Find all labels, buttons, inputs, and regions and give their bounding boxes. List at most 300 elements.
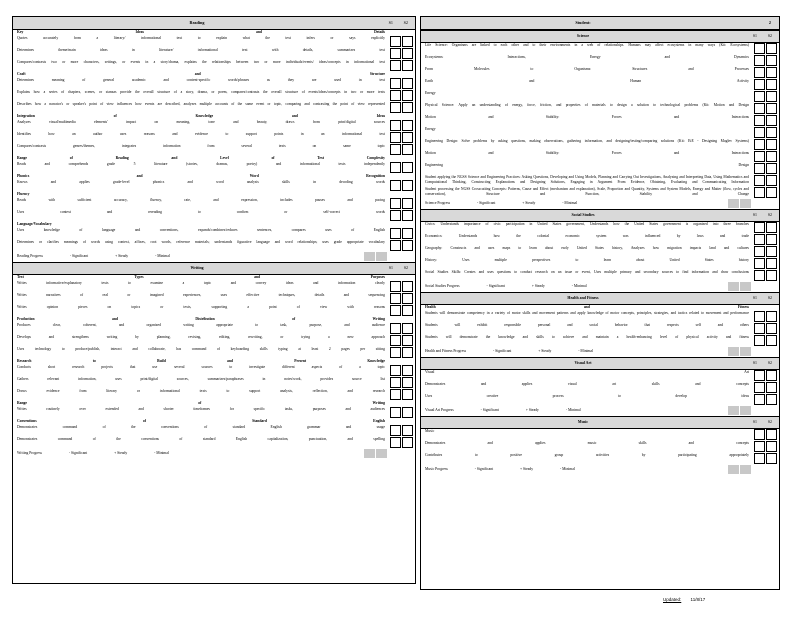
criterion-row (13, 425, 415, 437)
criterion-row (421, 163, 779, 175)
grade-box-s1[interactable] (390, 305, 401, 316)
grade-box-s2[interactable] (402, 102, 413, 113)
grade-box-s2[interactable] (766, 370, 777, 381)
criterion-text: Research to Build and Present Knowledge (17, 359, 385, 363)
grade-box-s2[interactable] (766, 127, 777, 138)
criterion-text: Civics: Understands importance of civic participation in United States government, Understands how the United States government is organized into three branches (425, 222, 749, 226)
key-steady: + Steady (531, 284, 545, 288)
grade-box-s1[interactable] (754, 394, 765, 405)
grade-box-s1[interactable] (390, 60, 401, 71)
grade-box-s2[interactable] (766, 246, 777, 257)
key-minimal: - Minimal (154, 451, 169, 455)
criterion-text: From Molecules to Organisms: Structures and Processes (425, 67, 749, 71)
semester-2-label: S2 (767, 34, 772, 38)
grade-box-s2[interactable] (402, 210, 413, 221)
writing-header (13, 262, 415, 275)
grade-box-s2[interactable] (766, 175, 777, 186)
progress-box-s1[interactable] (728, 465, 739, 474)
criterion-text: Explains how a series of chapters, scenes, or stanzas provide the overall structure of a story, drama, or poem, compares/contrasts the overall structure of events/ideas/concepts in two or more texts (17, 90, 385, 94)
criterion-row (421, 127, 779, 139)
criterion-text: Energy (425, 91, 436, 95)
grade-box-s1[interactable] (754, 382, 765, 393)
semester-1-label: S1 (752, 213, 757, 217)
reading-progress-key (13, 252, 415, 262)
grade-box-s2[interactable] (766, 115, 777, 126)
criterion-row (13, 437, 415, 449)
criterion-text: Key Ideas and Details (17, 30, 385, 34)
criterion-row (13, 180, 415, 192)
grade-box-s1[interactable] (754, 335, 765, 346)
criterion-text: Uses context and rereading to confirm or self-correct words (17, 210, 385, 214)
grade-box-s1[interactable] (390, 78, 401, 89)
criterion-text: Demonstrates command of the conventions of standard English capitalization, punctuation, and spelling (17, 437, 385, 441)
grade-box-s2[interactable] (402, 132, 413, 143)
criterion-row (421, 187, 779, 199)
key-steady: + Steady (114, 451, 128, 455)
grade-box-s1[interactable] (390, 180, 401, 191)
grade-box-s1[interactable] (390, 120, 401, 131)
key-significant: - Significant (474, 467, 494, 471)
criterion-text: Writes informative/explanatory texts to examine a topic and convey ideas and information clearly (17, 281, 385, 285)
progress-box-s2[interactable] (740, 347, 751, 356)
grade-box-s1[interactable] (390, 389, 401, 400)
health-title: Health and Fitness (567, 296, 599, 300)
grade-box-s1[interactable] (390, 198, 401, 209)
criterion-text: Determines meaning of general academic and content-specific words/phrases as they are used in text (17, 78, 385, 82)
key-minimal: - Minimal (560, 467, 575, 471)
criterion-row (421, 370, 779, 382)
science-header (421, 30, 779, 43)
grade-box-s1[interactable] (754, 270, 765, 281)
criterion-row (13, 377, 415, 389)
grade-box-s2[interactable] (766, 234, 777, 245)
grade-box-s2[interactable] (402, 425, 413, 436)
grade-box-s2[interactable] (402, 180, 413, 191)
semester-1-label: S1 (752, 34, 757, 38)
progress-box-s1[interactable] (728, 347, 739, 356)
music-title: Music (577, 420, 589, 424)
semester-2-label: S2 (403, 20, 408, 25)
criterion-text: Life Science: Organisms are linked to each other and to their environments in a web of relationships. Humans may affect ecosystems in many ways (Kit: Ecosystems) (425, 43, 749, 47)
grade-box-s1[interactable] (754, 43, 765, 54)
progress-box-s2[interactable] (740, 465, 751, 474)
grade-box-s1[interactable] (754, 175, 765, 186)
grade-box-s1[interactable] (754, 91, 765, 102)
health-header (421, 292, 779, 305)
criterion-text: Conducts short research projects that use several sources to investigate different aspects of a topic (17, 365, 385, 369)
key-significant: - Significant (69, 254, 89, 258)
criterion-row (421, 222, 779, 234)
criterion-row (13, 305, 415, 317)
music-header (421, 416, 779, 429)
criterion-row (13, 281, 415, 293)
progress-box-s1[interactable] (364, 252, 375, 261)
grade-box-s2[interactable] (766, 55, 777, 66)
semester-1-label: S1 (752, 361, 757, 365)
criterion-text: Quotes accurately from a literary/ informational text to explain what the text infers or says explicitly (17, 36, 385, 40)
semester-2-label: S2 (767, 420, 772, 424)
criterion-text: Energy (425, 127, 436, 131)
grade-box-s1[interactable] (754, 115, 765, 126)
grade-box-s1[interactable] (390, 90, 401, 101)
grade-box-s2[interactable] (766, 103, 777, 114)
criterion-text: Text Types and Purposes (17, 275, 385, 279)
progress-label: Health and Fitness Progress (425, 349, 467, 353)
criterion-row (13, 132, 415, 144)
criterion-text: Demonstrates command of the conventions of standard English grammar and usage (17, 425, 385, 429)
grade-box-s1[interactable] (390, 377, 401, 388)
criterion-row (421, 55, 779, 67)
grade-box-s1[interactable] (390, 228, 401, 239)
science-section (421, 43, 779, 199)
grade-box-s1[interactable] (754, 258, 765, 269)
criterion-text: Compares/contrasts genres/themes, integrates information from several texts on same topic (17, 144, 385, 148)
semester-1-label: S1 (388, 20, 393, 25)
updated-label: Updated: (663, 597, 682, 602)
grade-box-s2[interactable] (402, 162, 413, 173)
grade-box-s2[interactable] (766, 394, 777, 405)
criterion-text: Student processing the NGSS Crosscutting Concepts: Patterns, Cause and Effect (mechanism and explanation), Scale, Proportion and Quantity, Systems and System Models, Energy and Matter (flow, cycles and conservation), Structure and Function, Stability and Change (425, 187, 749, 196)
key-minimal: - Minimal (565, 408, 581, 412)
grade-box-s2[interactable] (766, 67, 777, 78)
health-section (421, 305, 779, 347)
key-minimal: - Minimal (571, 284, 587, 288)
criterion-text: Identifies how an author uses reasons and evidence to support points in an informational text (17, 132, 385, 136)
progress-box-s1[interactable] (728, 282, 739, 291)
grade-box-s2[interactable] (766, 441, 777, 452)
writing-progress-key (13, 449, 415, 459)
grade-box-s1[interactable] (754, 453, 765, 464)
grade-box-s1[interactable] (390, 425, 401, 436)
grade-box-s1[interactable] (754, 234, 765, 245)
grade-box-s2[interactable] (402, 347, 413, 358)
criterion-text: Range of Reading and Level of Text Complexity (17, 156, 385, 160)
key-significant: - Significant (493, 349, 512, 353)
semester-1-label: S1 (752, 296, 757, 300)
criterion-text: Fluency (17, 192, 30, 196)
visual-art-section (421, 370, 779, 406)
criterion-text: Social Studies Skills: Creates and uses questions to conduct research on an issue or event, Uses multiple primary and secondary sources to find information and draw conclusions (425, 270, 749, 274)
criterion-text: Knows and applies grade-level phonics and word analysis skills in decoding words (17, 180, 385, 184)
criterion-row (421, 139, 779, 151)
grade-box-s2[interactable] (766, 43, 777, 54)
criterion-text: Health and Fitness (425, 305, 749, 309)
criterion-row (13, 36, 415, 48)
criterion-text: Music (425, 429, 435, 433)
updated-date: 11/8/17 (690, 597, 706, 602)
criterion-text: Student applying the NGSS Science and Engineering Practices: Asking Questions, Developing and Using Models, Planning and Carrying Out Investigations, Analyzing and Interpreting Data, Using Mathematics and Computational Thinking, Constructing Explanations and Designing Solutions, Engaging in Argument From Evidence, Obtaining, Evaluating and Communicating Information (425, 175, 749, 184)
criterion-text: Motion and Stability: Forces and Interactions (425, 151, 749, 155)
criterion-row (421, 429, 779, 441)
visual-art-title: Visual Art (574, 361, 592, 365)
grade-box-s2[interactable] (402, 36, 413, 47)
grade-box-s1[interactable] (754, 441, 765, 452)
criterion-text: Economics: Understands how the colonial economic system was influenced by laws and trade (425, 234, 749, 238)
grade-box-s2[interactable] (402, 407, 413, 418)
grade-box-s2[interactable] (402, 377, 413, 388)
criterion-text: Craft and Structure (17, 72, 385, 76)
grade-box-s2[interactable] (402, 90, 413, 101)
grade-box-s2[interactable] (402, 60, 413, 71)
key-significant: - Significant (486, 284, 505, 288)
criterion-row (13, 365, 415, 377)
key-steady: + Steady (520, 467, 534, 471)
criterion-text: Produces clear, coherent, and organized writing appropriate to task, purpose, and audience (17, 323, 385, 327)
grade-box-s2[interactable] (766, 151, 777, 162)
criterion-row (13, 144, 415, 156)
grade-box-s1[interactable] (754, 151, 765, 162)
criterion-text: Ecosystems: Interactions, Energy and Dynamics (425, 55, 749, 59)
criterion-row (13, 347, 415, 359)
grade-box-s1[interactable] (390, 347, 401, 358)
criterion-row (13, 389, 415, 401)
criterion-text: Motion and Stability: Forces and Interactions (425, 115, 749, 119)
criterion-row (421, 453, 779, 465)
criterion-row (13, 293, 415, 305)
reading-section (13, 30, 415, 252)
criterion-row (13, 323, 415, 335)
grade-box-s1[interactable] (390, 281, 401, 292)
grade-box-s1[interactable] (390, 323, 401, 334)
grade-box-s1[interactable] (390, 36, 401, 47)
semester-1-label: S1 (752, 420, 757, 424)
grade-box-s1[interactable] (390, 365, 401, 376)
grade-box-s2[interactable] (766, 187, 777, 198)
key-minimal: - Minimal (562, 201, 578, 205)
grade-box-s2[interactable] (402, 78, 413, 89)
health-progress-key (421, 347, 779, 357)
criterion-text: Uses creative process to develop ideas (425, 394, 749, 398)
criterion-text: Earth and Human Activity (425, 79, 749, 83)
music-section (421, 429, 779, 465)
left-column (12, 16, 416, 584)
grade-box-s1[interactable] (390, 210, 401, 221)
progress-label: Social Studies Progress (425, 284, 460, 288)
visual-art-progress-key (421, 406, 779, 416)
grade-box-s2[interactable] (766, 163, 777, 174)
grade-box-s2[interactable] (402, 240, 413, 251)
criterion-row (421, 43, 779, 55)
criterion-row (421, 151, 779, 163)
criterion-text: Contributes to positive group activities by participating appropriately (425, 453, 749, 457)
criterion-row (13, 407, 415, 419)
student-label: Student: (575, 20, 591, 25)
key-significant: - Significant (477, 201, 496, 205)
grade-box-s1[interactable] (390, 144, 401, 155)
criterion-row (13, 240, 415, 252)
reading-title: Reading (189, 20, 205, 25)
grade-box-s1[interactable] (754, 429, 765, 440)
grade-box-s2[interactable] (402, 281, 413, 292)
grade-box-s1[interactable] (390, 102, 401, 113)
grade-box-s1[interactable] (390, 437, 401, 448)
grade-box-s1[interactable] (390, 293, 401, 304)
reading-header (13, 17, 415, 30)
criterion-row (421, 67, 779, 79)
student-header (421, 17, 779, 30)
grade-box-s2[interactable] (402, 144, 413, 155)
progress-box-s2[interactable] (740, 406, 751, 415)
key-minimal: - Minimal (155, 254, 170, 258)
key-steady: + Steady (525, 408, 539, 412)
progress-box-s2[interactable] (376, 449, 387, 458)
grade-box-s2[interactable] (766, 335, 777, 346)
criterion-row (13, 78, 415, 90)
grade-box-s1[interactable] (754, 163, 765, 174)
criterion-row (421, 234, 779, 246)
student-number: 2 (768, 20, 771, 25)
grade-box-s2[interactable] (402, 323, 413, 334)
grade-box-s1[interactable] (754, 67, 765, 78)
criterion-text: History: Uses multiple perspectives to learn about United States history (425, 258, 749, 262)
grade-box-s2[interactable] (766, 79, 777, 90)
grade-box-s1[interactable] (754, 55, 765, 66)
grade-box-s2[interactable] (402, 365, 413, 376)
grade-box-s1[interactable] (754, 139, 765, 150)
criterion-row (13, 48, 415, 60)
grade-box-s2[interactable] (766, 270, 777, 281)
progress-box-s2[interactable] (740, 282, 751, 291)
progress-box-s2[interactable] (376, 252, 387, 261)
criterion-text: Demonstrates and applies visual art skills and concepts (425, 382, 749, 386)
grade-box-s1[interactable] (390, 407, 401, 418)
criterion-text: Students will demonstrate competency in a variety of motor skills and movement patterns and apply knowledge of motor concepts, principles, strategies, and tactics related to movement and performance (425, 311, 749, 315)
criterion-row (421, 394, 779, 406)
key-significant: - Significant (480, 408, 499, 412)
progress-box-s1[interactable] (728, 199, 739, 208)
grade-box-s1[interactable] (754, 370, 765, 381)
social-studies-title: Social Studies (571, 213, 595, 217)
criterion-text: Compares/contrasts two or more characters, settings, or events in a story/drama, explains the relationships between two or more individuals/events/ ideas/concepts in informational text (17, 60, 385, 64)
grade-box-s2[interactable] (402, 48, 413, 59)
grade-box-s2[interactable] (766, 222, 777, 233)
criterion-row (13, 335, 415, 347)
criterion-row (421, 79, 779, 91)
semester-2-label: S2 (767, 361, 772, 365)
criterion-row (421, 115, 779, 127)
criterion-text: Phonics and Word Recognition (17, 174, 385, 178)
criterion-row (421, 103, 779, 115)
progress-box-s1[interactable] (728, 406, 739, 415)
writing-title: Writing (190, 266, 204, 270)
writing-section (13, 275, 415, 449)
criterion-text: Visual Art (425, 370, 749, 374)
criterion-text: Uses knowledge of language and conventions, expands/combines/reduces sentences, compares uses of English (17, 228, 385, 232)
criterion-text: Geography: Constructs and uses maps to learn about early United States history, Analyzes how migration impacts land and cultures (425, 246, 749, 250)
criterion-text: Engineering Design (425, 163, 749, 167)
grade-box-s2[interactable] (402, 293, 413, 304)
criterion-text: Draws evidence from literary or informational texts to support analysis, reflection, and research (17, 389, 385, 393)
semester-2-label: S2 (767, 213, 772, 217)
science-progress-key (421, 199, 779, 209)
grade-box-s2[interactable] (766, 453, 777, 464)
grade-box-s2[interactable] (402, 389, 413, 400)
grade-box-s2[interactable] (766, 311, 777, 322)
grade-box-s1[interactable] (390, 132, 401, 143)
criterion-text: Writes routinely over extended and shorter timeframes for specific tasks, purposes and audiences (17, 407, 385, 411)
criterion-text: Analyzes visual/multimedia elements' impact on meaning, tone and beauty, draws from print/digital sources (17, 120, 385, 124)
criterion-text: Determines theme/main ideas in literature/ informational text with details, summarizes text (17, 48, 385, 52)
grade-box-s1[interactable] (390, 335, 401, 346)
grade-box-s2[interactable] (402, 305, 413, 316)
grade-box-s1[interactable] (754, 311, 765, 322)
criterion-text: Students will exhibit responsible personal and social behavior that respects self and others (425, 323, 749, 327)
grade-box-s2[interactable] (402, 228, 413, 239)
progress-box-s1[interactable] (364, 449, 375, 458)
social-studies-progress-key (421, 282, 779, 292)
grade-box-s1[interactable] (754, 323, 765, 334)
key-steady: + Steady (538, 349, 552, 353)
grade-box-s2[interactable] (402, 120, 413, 131)
criterion-text: Engineering Design: Solve problems by asking questions, making observations, gathering information, and designing/testing/comparing solutions (Kit: EiE - Designing Maglev Systems) (425, 139, 749, 143)
grade-box-s1[interactable] (754, 222, 765, 233)
criterion-text: Physical Science: Apply an understanding of energy, force, friction, and properties of materials to design a solution to technological problems (Kit: Motion and Design (425, 103, 749, 107)
criterion-text: Uses technology to produce/publish, interact and collaborate, has command of keyboarding skills typing at least 2 pages per sitting (17, 347, 385, 351)
social-studies-section (421, 222, 779, 282)
grade-box-s1[interactable] (390, 162, 401, 173)
grade-box-s2[interactable] (402, 198, 413, 209)
criterion-row (13, 90, 415, 102)
grade-box-s1[interactable] (390, 240, 401, 251)
criterion-row (13, 60, 415, 72)
criterion-row (13, 228, 415, 240)
grade-box-s2[interactable] (766, 91, 777, 102)
criterion-row (13, 162, 415, 174)
semester-1-label: S1 (388, 266, 393, 270)
criterion-row (13, 102, 415, 114)
music-progress-key (421, 465, 779, 475)
criterion-text: Reads and comprehends grade 5 literature (stories, dramas, poetry) and informational texts independently (17, 162, 385, 166)
criterion-text: Reads with sufficient accuracy, fluency, rate, and expression, includes pauses and pacing (17, 198, 385, 202)
criterion-text: Integration of Knowledge and Ideas (17, 114, 385, 118)
grade-box-s1[interactable] (754, 127, 765, 138)
grade-box-s2[interactable] (402, 335, 413, 346)
grade-box-s2[interactable] (766, 258, 777, 269)
criterion-row (421, 311, 779, 323)
grade-box-s2[interactable] (766, 323, 777, 334)
criterion-row (421, 270, 779, 282)
progress-label: Visual Art Progress (425, 408, 454, 412)
criterion-row (421, 382, 779, 394)
criterion-row (421, 441, 779, 453)
criterion-text: Describes how a narrator's or speaker's point of view influences how events are described, analyzes multiple accounts of the same event or topic, comparing and contrasting the point of view represented (17, 102, 385, 106)
grade-box-s1[interactable] (754, 246, 765, 257)
grade-box-s2[interactable] (402, 437, 413, 448)
criterion-text: Students will demonstrate the knowledge and skills to achieve and maintain a health-enhancing level of physical activity and fitness (425, 335, 749, 339)
grade-box-s1[interactable] (390, 48, 401, 59)
social-studies-header (421, 209, 779, 222)
criterion-text: Develops and strengthens writing by planning, revising, editing, rewriting, or trying a new approach (17, 335, 385, 339)
criterion-row (13, 210, 415, 222)
grade-box-s1[interactable] (754, 187, 765, 198)
progress-label: Science Progress (425, 201, 451, 205)
criterion-text: Demonstrates and applies music skills and concepts (425, 441, 749, 445)
criterion-row (421, 175, 779, 187)
key-significant: - Significant (68, 451, 88, 455)
criterion-row (13, 120, 415, 132)
criterion-text: Language/Vocabulary (17, 222, 52, 226)
grade-box-s1[interactable] (754, 103, 765, 114)
key-steady: + Steady (115, 254, 129, 258)
grade-box-s2[interactable] (766, 382, 777, 393)
grade-box-s2[interactable] (766, 429, 777, 440)
progress-box-s2[interactable] (740, 199, 751, 208)
progress-label: Writing Progress (17, 451, 42, 455)
criterion-row (421, 91, 779, 103)
grade-box-s2[interactable] (766, 139, 777, 150)
grade-box-s1[interactable] (754, 79, 765, 90)
criterion-row (421, 246, 779, 258)
